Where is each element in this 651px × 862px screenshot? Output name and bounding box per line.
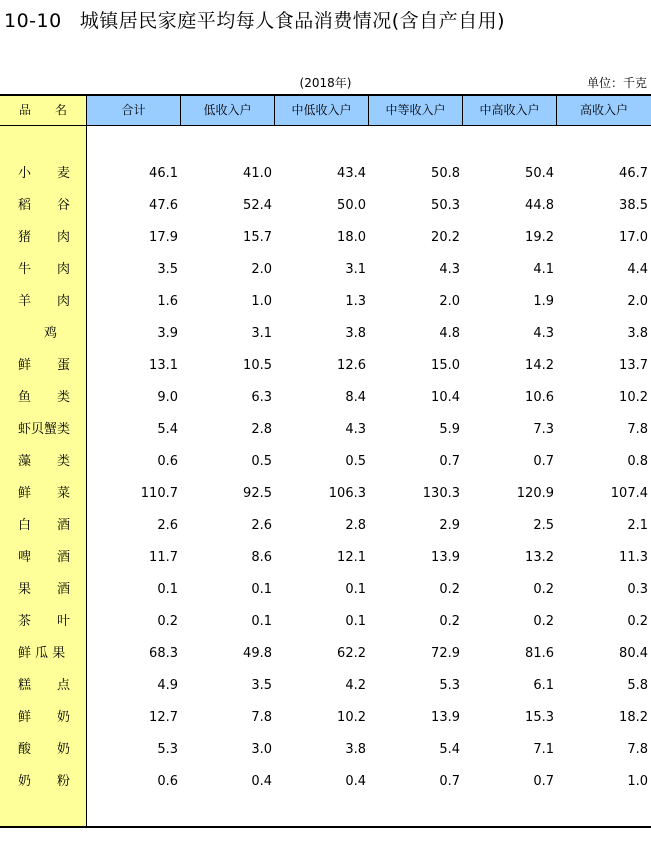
table-cell: 2.5	[533, 518, 554, 533]
table-cell: 3.8	[345, 326, 366, 341]
row-label: 鲜 蛋	[18, 358, 71, 373]
table-cell: 20.2	[431, 230, 460, 245]
table-cell: 47.6	[149, 198, 178, 213]
table-cell: 5.3	[439, 678, 460, 693]
row-label: 茶 叶	[18, 614, 71, 629]
table-cell: 3.1	[251, 326, 272, 341]
table-cell: 5.4	[439, 742, 460, 757]
header-high-income: 高收入户	[579, 103, 628, 117]
table-cell: 5.9	[439, 422, 460, 437]
table-cell: 5.4	[157, 422, 178, 437]
table-cell: 8.6	[251, 550, 272, 565]
row-label: 果 酒	[18, 582, 71, 597]
table-cell: 0.6	[157, 454, 178, 469]
table-cell: 12.1	[337, 550, 366, 565]
row-label: 虾贝蟹类	[18, 422, 71, 437]
table-cell: 49.8	[243, 646, 272, 661]
bottom-rule	[0, 826, 651, 828]
table-cell: 2.6	[157, 518, 178, 533]
table-cell: 1.3	[345, 294, 366, 309]
table-row	[0, 222, 651, 254]
table-row	[0, 702, 651, 734]
table-row	[0, 574, 651, 606]
table-cell: 3.1	[345, 262, 366, 277]
table-cell: 0.5	[345, 454, 366, 469]
row-label: 羊 肉	[18, 294, 71, 309]
header-lower-middle-income: 中低收入户	[291, 103, 352, 117]
row-label: 小 麦	[18, 166, 71, 181]
table-cell: 15.0	[431, 358, 460, 373]
row-label: 奶 粉	[18, 774, 71, 789]
table-cell: 50.8	[431, 166, 460, 181]
table-row	[0, 414, 651, 446]
header-upper-middle-income: 中高收入户	[479, 103, 540, 117]
table-cell: 46.1	[149, 166, 178, 181]
year-label: (2018年)	[299, 76, 352, 90]
table-cell: 72.9	[431, 646, 460, 661]
table-cell: 8.4	[345, 390, 366, 405]
table-number: 10-10	[4, 10, 62, 32]
table-cell: 10.5	[243, 358, 272, 373]
table-cell: 0.3	[627, 582, 648, 597]
table-title: 城镇居民家庭平均每人食品消费情况(含自产自用)	[79, 10, 506, 32]
table-row	[0, 190, 651, 222]
table-cell: 0.8	[627, 454, 648, 469]
table-cell: 5.8	[627, 678, 648, 693]
row-label: 鸡	[18, 326, 58, 341]
table-cell: 11.7	[149, 550, 178, 565]
table-cell: 50.3	[431, 198, 460, 213]
table-cell: 0.1	[251, 582, 272, 597]
table-row	[0, 734, 651, 766]
table-cell: 7.3	[533, 422, 554, 437]
table-cell: 10.6	[525, 390, 554, 405]
table-cell: 10.2	[619, 390, 648, 405]
table-cell: 7.1	[533, 742, 554, 757]
table-cell: 62.2	[337, 646, 366, 661]
table-cell: 15.3	[525, 710, 554, 725]
table-cell: 4.3	[533, 326, 554, 341]
table-cell: 130.3	[422, 486, 460, 501]
table-cell: 3.0	[251, 742, 272, 757]
table-cell: 52.4	[243, 198, 272, 213]
table-row	[0, 350, 651, 382]
row-label: 啤 酒	[18, 550, 71, 565]
table-cell: 6.1	[533, 678, 554, 693]
row-label: 猪 肉	[18, 230, 71, 245]
table-cell: 0.1	[345, 582, 366, 597]
header-rule	[0, 125, 651, 126]
table-cell: 0.7	[533, 774, 554, 789]
table-cell: 4.3	[439, 262, 460, 277]
table-cell: 5.3	[157, 742, 178, 757]
table-cell: 1.9	[533, 294, 554, 309]
table-cell: 0.2	[439, 582, 460, 597]
table-cell: 18.2	[619, 710, 648, 725]
table-row	[0, 382, 651, 414]
row-label: 鲜 奶	[18, 710, 71, 725]
table-cell: 106.3	[328, 486, 366, 501]
table-cell: 19.2	[525, 230, 554, 245]
table-cell: 9.0	[157, 390, 178, 405]
table-row	[0, 670, 651, 702]
header-middle-income: 中等收入户	[385, 103, 446, 117]
table-cell: 15.7	[243, 230, 272, 245]
table-cell: 107.4	[610, 486, 648, 501]
table-cell: 0.7	[533, 454, 554, 469]
table-row	[0, 446, 651, 478]
table-cell: 4.3	[345, 422, 366, 437]
table-cell: 10.4	[431, 390, 460, 405]
table-cell: 13.2	[525, 550, 554, 565]
table-cell: 92.5	[243, 486, 272, 501]
table-cell: 46.7	[619, 166, 648, 181]
table-cell: 2.8	[251, 422, 272, 437]
table-cell: 0.2	[439, 614, 460, 629]
table-cell: 17.9	[149, 230, 178, 245]
table-cell: 7.8	[627, 742, 648, 757]
table-cell: 7.8	[251, 710, 272, 725]
table-row	[0, 606, 651, 638]
table-cell: 44.8	[525, 198, 554, 213]
table-cell: 13.9	[431, 710, 460, 725]
table-cell: 38.5	[619, 198, 648, 213]
row-label: 鲜 瓜 果	[18, 646, 66, 661]
table-cell: 2.9	[439, 518, 460, 533]
table-cell: 0.2	[533, 582, 554, 597]
table-cell: 13.7	[619, 358, 648, 373]
table-cell: 0.2	[533, 614, 554, 629]
table-cell: 6.3	[251, 390, 272, 405]
table-cell: 0.2	[157, 614, 178, 629]
table-row	[0, 318, 651, 350]
table-cell: 3.8	[345, 742, 366, 757]
table-row	[0, 510, 651, 542]
table-row	[0, 766, 651, 798]
table-cell: 4.8	[439, 326, 460, 341]
table-cell: 18.0	[337, 230, 366, 245]
table-cell: 0.5	[251, 454, 272, 469]
row-label: 鲜 菜	[18, 486, 71, 501]
table-cell: 2.6	[251, 518, 272, 533]
row-label: 酸 奶	[18, 742, 71, 757]
table-cell: 3.5	[251, 678, 272, 693]
table-cell: 13.1	[149, 358, 178, 373]
row-label: 白 酒	[18, 518, 71, 533]
table-cell: 0.2	[627, 614, 648, 629]
table-cell: 110.7	[140, 486, 178, 501]
table-row	[0, 638, 651, 670]
header-total: 合计	[121, 103, 146, 117]
table-cell: 120.9	[516, 486, 554, 501]
table-cell: 0.4	[251, 774, 272, 789]
table-cell: 1.0	[627, 774, 648, 789]
table-row	[0, 478, 651, 510]
table-cell: 68.3	[149, 646, 178, 661]
table-cell: 0.1	[157, 582, 178, 597]
table-cell: 3.5	[157, 262, 178, 277]
table-cell: 1.0	[251, 294, 272, 309]
table-cell: 3.9	[157, 326, 178, 341]
header-low-income: 低收入户	[203, 103, 252, 117]
table-cell: 17.0	[619, 230, 648, 245]
row-label: 鱼 类	[18, 390, 71, 405]
table-cell: 81.6	[525, 646, 554, 661]
table-cell: 13.9	[431, 550, 460, 565]
row-label: 牛 肉	[18, 262, 71, 277]
table-cell: 12.6	[337, 358, 366, 373]
table-cell: 2.0	[439, 294, 460, 309]
page-title	[4, 6, 505, 33]
table-cell: 11.3	[619, 550, 648, 565]
table-cell: 3.8	[627, 326, 648, 341]
table-cell: 41.0	[243, 166, 272, 181]
table-cell: 10.2	[337, 710, 366, 725]
table-row	[0, 254, 651, 286]
table-cell: 12.7	[149, 710, 178, 725]
table-row	[0, 158, 651, 190]
table-cell: 4.1	[533, 262, 554, 277]
table-cell: 0.6	[157, 774, 178, 789]
table-cell: 0.1	[345, 614, 366, 629]
table-cell: 4.4	[627, 262, 648, 277]
row-label: 糕 点	[18, 678, 71, 693]
table-cell: 43.4	[337, 166, 366, 181]
table-cell: 0.7	[439, 454, 460, 469]
table-cell: 50.0	[337, 198, 366, 213]
table-cell: 4.9	[157, 678, 178, 693]
table-cell: 0.1	[251, 614, 272, 629]
table-cell: 2.8	[345, 518, 366, 533]
header-name: 品 名	[18, 103, 67, 117]
table-cell: 2.1	[627, 518, 648, 533]
row-label: 藻 类	[18, 454, 71, 469]
table-cell: 80.4	[619, 646, 648, 661]
table-row	[0, 286, 651, 318]
table-row	[0, 542, 651, 574]
table-cell: 2.0	[627, 294, 648, 309]
table-cell: 50.4	[525, 166, 554, 181]
table-cell: 2.0	[251, 262, 272, 277]
table-cell: 1.6	[157, 294, 178, 309]
table-cell: 14.2	[525, 358, 554, 373]
table-cell: 7.8	[627, 422, 648, 437]
row-label: 稻 谷	[18, 198, 71, 213]
unit-label: 单位：千克	[586, 76, 647, 90]
table-cell: 0.4	[345, 774, 366, 789]
table-cell: 4.2	[345, 678, 366, 693]
table-cell: 0.7	[439, 774, 460, 789]
